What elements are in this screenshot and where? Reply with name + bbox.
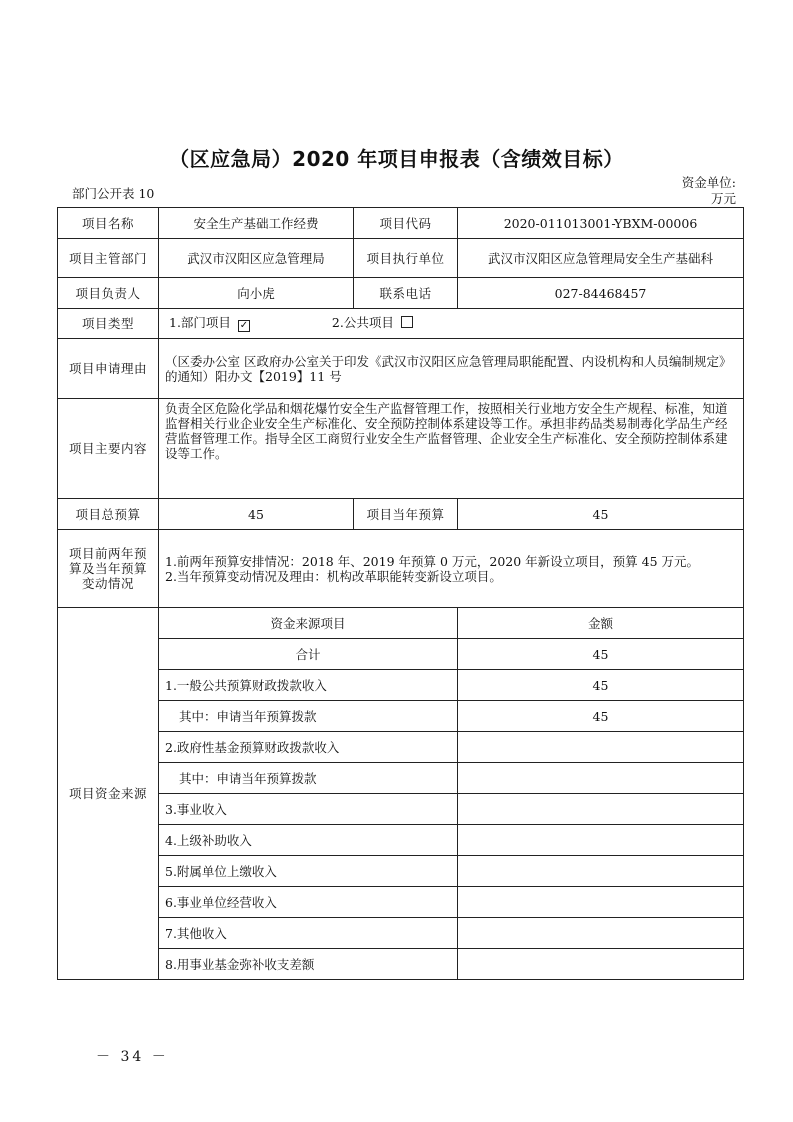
funding-item-amount (458, 732, 744, 763)
funding-item-label: 8.用事业基金弥补收支差额 (159, 949, 458, 980)
phone-label: 联系电话 (354, 278, 458, 309)
exec-unit-label: 项目执行单位 (354, 239, 458, 278)
funding-row (58, 949, 744, 980)
table-row (58, 309, 744, 339)
funding-item-amount: 45 (458, 670, 744, 701)
funding-item-amount (458, 763, 744, 794)
funding-item-label: 合计 (159, 639, 458, 670)
funding-item-label: 1.一般公共预算财政拨款收入 (159, 670, 458, 701)
funding-item-label: 3.事业收入 (159, 794, 458, 825)
funding-row (58, 732, 744, 763)
unit-value: 万元 (710, 191, 736, 206)
total-budget-value: 45 (159, 499, 354, 530)
project-code-value: 2020-011013001-YBXM-00006 (458, 208, 744, 239)
funding-row (58, 825, 744, 856)
funding-item-amount (458, 949, 744, 980)
table-row (58, 278, 744, 309)
funding-item-label: 其中：申请当年预算拨款 (159, 701, 458, 732)
funding-item-label: 7.其他收入 (159, 918, 458, 949)
unit-label: 资金单位: (681, 175, 736, 190)
funding-item-label: 4.上级补助收入 (159, 825, 458, 856)
funding-header-item: 资金来源项目 (159, 608, 458, 639)
project-name-label: 项目名称 (58, 208, 159, 239)
budget-change-line-1: 1.前两年预算安排情况：2018 年、2019 年预算 0 万元，2020 年新设立项目，预算 45 万元。 (165, 553, 700, 569)
funding-row (58, 670, 744, 701)
owner-value: 向小虎 (159, 278, 354, 309)
unit-note (660, 175, 736, 207)
funding-item-amount (458, 887, 744, 918)
project-code-label: 项目代码 (354, 208, 458, 239)
content-value: 负责全区危险化学品和烟花爆竹安全生产监督管理工作，按照相关行业地方安全生产规程、标准，知道监督相关行业企业安全生产标准化、安全预防控制体系建设等工作。承担非药品类易制毒化学品生产经营监督管理工作。指导全区工商贸行业安全生产监督管理、企业安全生产标准化、安全预防控制体系建设等工作。 (159, 399, 744, 499)
funding-item-amount (458, 856, 744, 887)
budget-change-value (159, 530, 744, 608)
year-budget-label: 项目当年预算 (354, 499, 458, 530)
funding-row (58, 887, 744, 918)
funding-item-amount: 45 (458, 639, 744, 670)
funding-row (58, 639, 744, 670)
owner-label: 项目负责人 (58, 278, 159, 309)
page-title: （区应急局）2020 年项目申报表（含绩效目标） (169, 147, 624, 171)
funding-item-label: 6.事业单位经营收入 (159, 887, 458, 918)
reason-label: 项目申请理由 (58, 339, 159, 399)
funding-item-amount (458, 918, 744, 949)
table-row (58, 208, 744, 239)
funding-item-label: 其中：申请当年预算拨款 (159, 763, 458, 794)
table-row (58, 399, 744, 499)
funding-item-amount (458, 794, 744, 825)
year-budget-value: 45 (458, 499, 744, 530)
type-options (159, 309, 744, 339)
form-number: 部门公开表 10 (72, 186, 155, 201)
checkbox-checked-icon: ✓ (239, 320, 249, 331)
table-row (58, 339, 744, 399)
dept-label: 项目主管部门 (58, 239, 159, 278)
project-name-value: 安全生产基础工作经费 (159, 208, 354, 239)
type-label: 项目类型 (58, 309, 159, 339)
funding-row (58, 763, 744, 794)
table-row (58, 239, 744, 278)
table-row (58, 608, 744, 639)
funding-source-label: 项目资金来源 (58, 608, 159, 980)
funding-item-label: 2.政府性基金预算财政拨款收入 (159, 732, 458, 763)
budget-change-label: 项目前两年预算及当年预算变动情况 (58, 530, 159, 608)
content-label: 项目主要内容 (58, 399, 159, 499)
table-row (58, 499, 744, 530)
funding-row (58, 918, 744, 949)
funding-header-amount: 金额 (458, 608, 744, 639)
reason-value: （区委办公室 区政府办公室关于印发《武汉市汉阳区应急管理局职能配置、内设机构和人员编制规定》的通知）阳办文【2019】11 号 (159, 339, 744, 399)
checkbox-empty-icon (401, 316, 413, 328)
funding-row (58, 794, 744, 825)
project-application-table (57, 207, 744, 980)
table-row (58, 530, 744, 608)
dept-value: 武汉市汉阳区应急管理局 (159, 239, 354, 278)
type-option-dept: 1.部门项目 (169, 315, 231, 330)
phone-value: 027-84468457 (458, 278, 744, 309)
funding-item-amount (458, 825, 744, 856)
total-budget-label: 项目总预算 (58, 499, 159, 530)
funding-item-label: 5.附属单位上缴收入 (159, 856, 458, 887)
type-option-public: 2.公共项目 (331, 315, 394, 330)
funding-item-amount: 45 (458, 701, 744, 732)
exec-unit-value: 武汉市汉阳区应急管理局安全生产基础科 (458, 239, 744, 278)
funding-row (58, 856, 744, 887)
budget-change-line-2: 2.当年预算变动情况及理由：机构改革职能转变新设立项目。 (165, 568, 502, 584)
page-number: － 34 － (96, 1049, 169, 1065)
funding-row (58, 701, 744, 732)
